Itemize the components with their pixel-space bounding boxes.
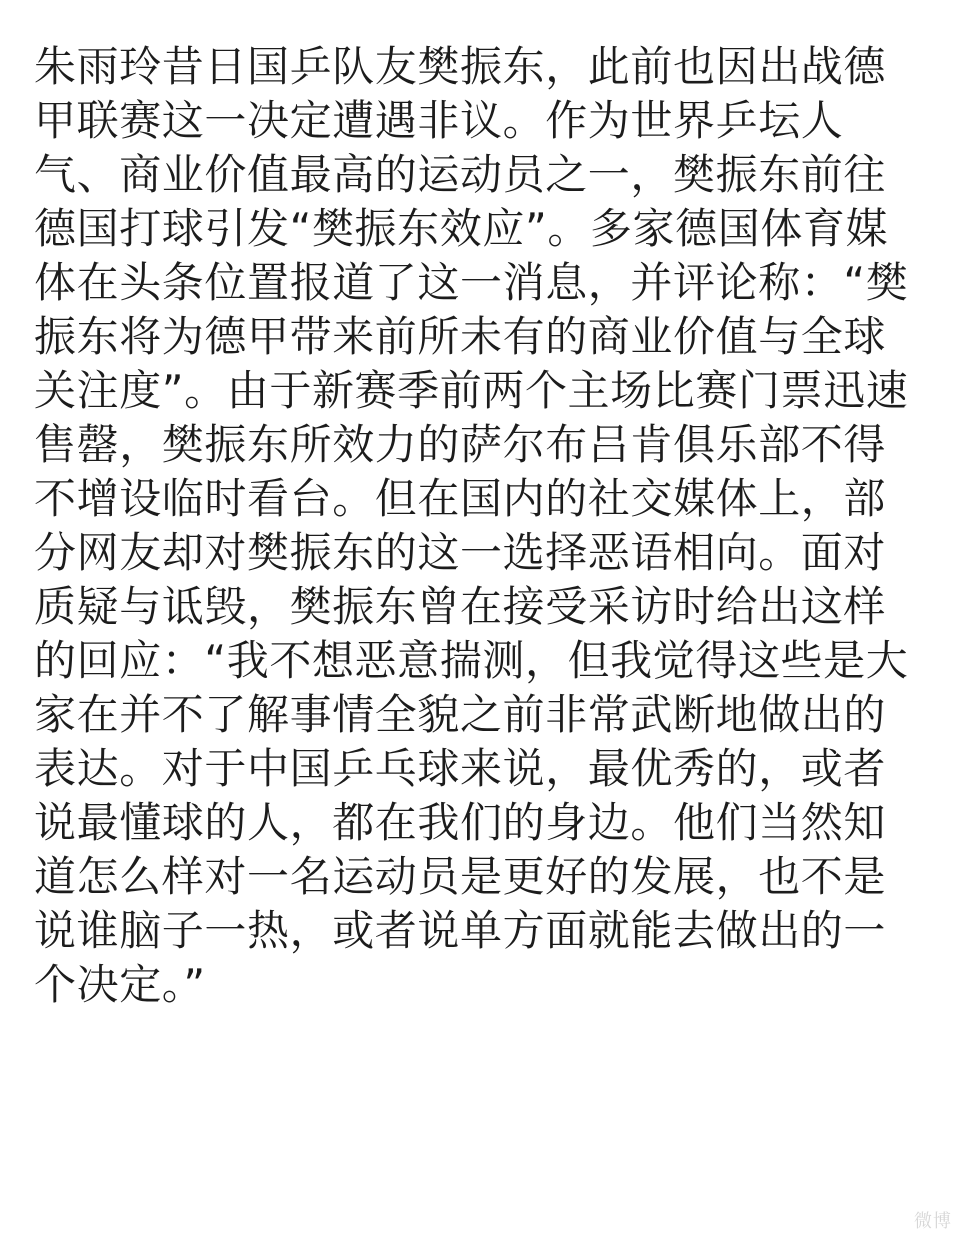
text-line: 朱雨玲昔日国乒队友樊振东，此前也因出战德 [34,42,887,91]
text-line: 说谁脑子一热，或者说单方面就能去做出的一 [34,906,887,955]
text-line: 振东将为德甲带来前所未有的商业价值与全球 [34,312,887,361]
text-line: 质疑与诋毁，樊振东曾在接受采访时给出这样 [34,582,887,631]
text-line: 德国打球引发“樊振东效应”。多家德国体育媒 [34,204,889,253]
text-line: 售罄，樊振东所效力的萨尔布吕肯俱乐部不得 [34,420,887,469]
text-line: 表达。对于中国乒乓球来说，最优秀的，或者 [34,744,887,793]
text-line: 个决定。” [34,960,206,1009]
text-line: 气、商业价值最高的运动员之一，樊振东前往 [34,150,887,199]
text-line: 道怎么样对一名运动员是更好的发展，也不是 [34,852,887,901]
article-text [34,40,934,1012]
watermark: 微博 [914,1211,952,1232]
text-line: 的回应：“我不想恶意揣测，但我觉得这些是大 [34,636,909,685]
text-line: 甲联赛这一决定遭遇非议。作为世界乒坛人 [34,96,844,145]
text-line: 不增设临时看台。但在国内的社交媒体上，部 [34,474,887,523]
text-line: 家在并不了解事情全貌之前非常武断地做出的 [34,690,887,739]
text-line: 分网友却对樊振东的这一选择恶语相向。面对 [34,528,887,577]
text-line: 体在头条位置报道了这一消息，并评论称：“樊 [34,258,909,307]
text-line: 说最懂球的人，都在我们的身边。他们当然知 [34,798,887,847]
text-line: 关注度”。由于新赛季前两个主场比赛门票迅速 [34,366,909,415]
